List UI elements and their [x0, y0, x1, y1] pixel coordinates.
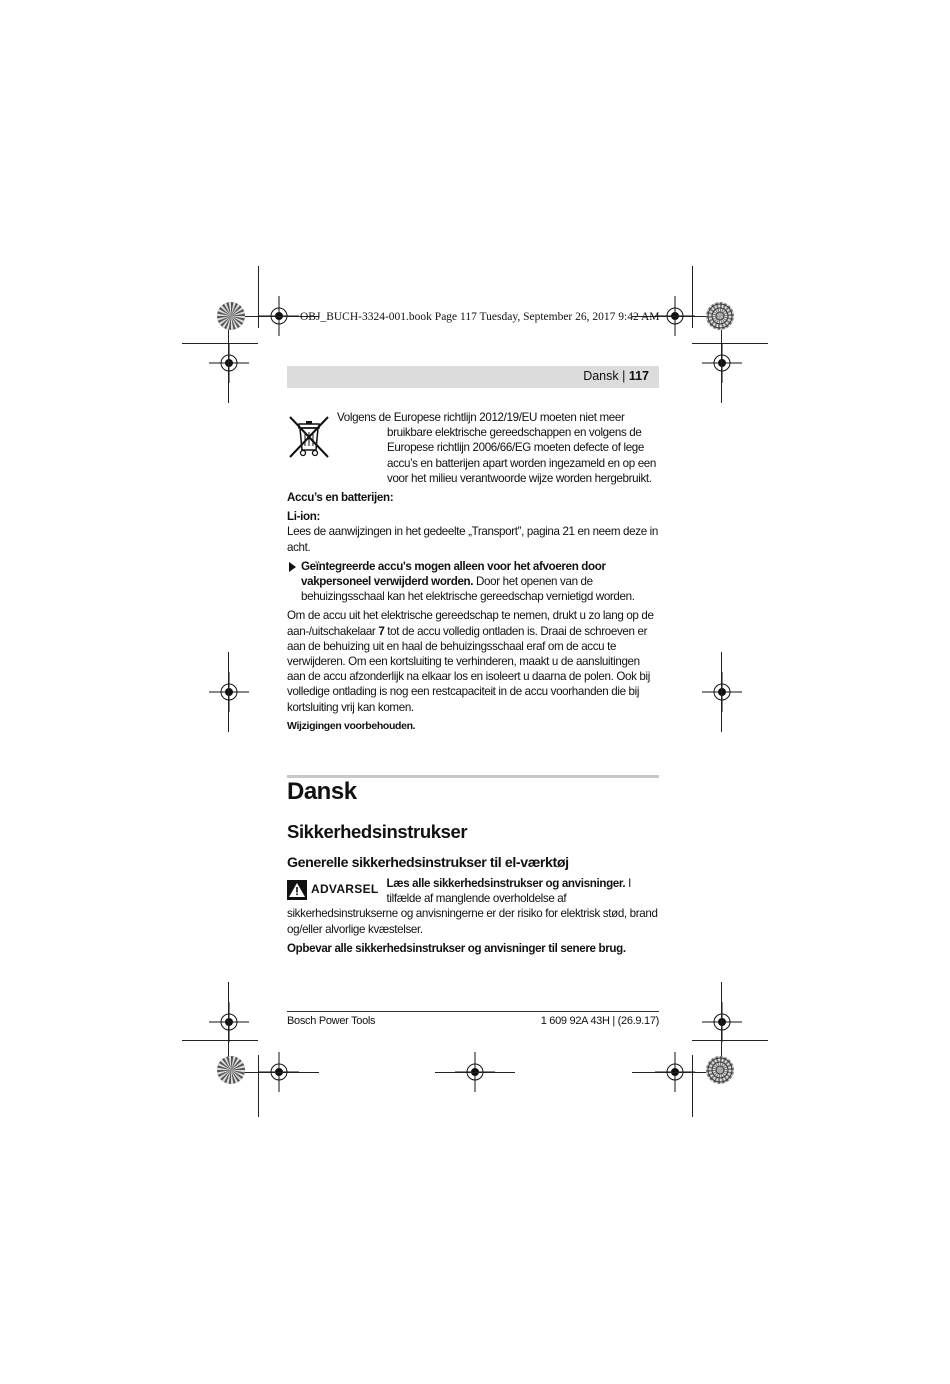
header-label: Dansk | 117 [583, 369, 649, 383]
switch-reference-number: 7 [378, 624, 385, 638]
bullet-text: Door het openen van de behuizingsschaal kan het elektrische gereedschap vernietigd worden. [301, 575, 635, 604]
color-wheel-icon [705, 301, 735, 331]
registration-mark-icon [209, 672, 249, 712]
page-header [287, 366, 659, 388]
crop-line [228, 652, 229, 732]
batteries-heading: Accu’s en batterijen: [287, 491, 394, 505]
weee-text: Volgens de Europese richtlijn 2012/19/EU moeten niet meer bruikbare elektrische gereedschappen en volgens de Europese richtlijn 2006/66/EG moeten defecte of lege accu’s en batterijen apart worden ingezameld en op een voor het milieu verantwoorde wijze worden hergebruikt. [337, 411, 656, 485]
keep-instructions: Opbevar alle sikkerhedsinstrukser og anvisninger til senere brug. [287, 941, 626, 955]
battery-removal-paragraph [287, 608, 659, 714]
crop-line [228, 982, 229, 1062]
crop-line [721, 982, 722, 1062]
crop-line [721, 323, 722, 403]
crop-line [721, 652, 722, 732]
crossed-out-wheelie-bin-icon [287, 414, 331, 460]
crop-line [435, 1072, 515, 1073]
footer-brand: Bosch Power Tools [287, 1015, 376, 1027]
color-wheel-icon [216, 301, 246, 331]
print-slug-line: OBJ_BUCH-3324-001.book Page 117 Tuesday, September 26, 2017 9:42 AM [300, 311, 660, 323]
crop-line [239, 1072, 319, 1073]
bullet-bold-text: Geïntegreerde accu's mogen alleen voor het afvoeren door vakpersoneel verwijderd worden. [301, 559, 606, 589]
warning-triangle-icon [287, 880, 307, 900]
section-title: Dansk [287, 778, 357, 805]
header-language: Dansk [583, 369, 619, 383]
warning-block [287, 876, 659, 956]
liion-text: Lees de aanwijzingen in het gedeelte „Transport”, pagina 21 en neem deze in acht. [287, 525, 658, 554]
changes-note: Wijzigingen voorbehouden. [287, 719, 416, 732]
warning-label: ADVARSEL [311, 882, 379, 897]
crop-line [228, 323, 229, 403]
footer-rule [287, 1011, 659, 1012]
warning-bullet [287, 559, 659, 605]
warning-bold-text: Læs alle sikkerhedsinstrukser og anvisninger. [386, 877, 626, 890]
crop-line [632, 1072, 712, 1073]
registration-mark-icon [702, 672, 742, 712]
liion-heading: Li-ion: [287, 510, 320, 524]
warning-text: I tilfælde af manglende overholdelse af sikkerhedsinstrukserne og anvisningerne er der risiko for elektrisk stød, brand og/eller alvorlige kvæstelser. [287, 877, 658, 936]
bullet-triangle-icon [289, 562, 296, 572]
color-wheel-icon [216, 1055, 246, 1085]
advarsel-badge [287, 880, 379, 900]
removal-text-1: Om de accu uit het elektrische gereedschap te nemen, drukt u zo lang op de aan-/uitschakelaar [287, 609, 654, 638]
registration-mark-icon [209, 1002, 249, 1042]
color-wheel-icon [705, 1055, 735, 1085]
weee-disposal-paragraph [287, 410, 659, 486]
section-subtitle: Sikkerhedsinstrukser [287, 821, 468, 842]
section-subheading: Generelle sikkerhedsinstrukser til el-værktøj [287, 855, 569, 871]
removal-text-2: tot de accu volledig ontladen is. Draai de schroeven er aan de behuizing uit en haal de behuizingsschaal eraf om de accu te verwijderen. Om een kortsluiting te verhinderen, maakt u de aansluitingen aan de accu afzonderlijk na elkaar los en isoleert u daarna de polen. Ook bij volledige ontlading is nog een restcapaciteit in de accu voorhanden die bij kortsluiting vrij kan komen. [287, 624, 650, 714]
registration-mark-icon [702, 343, 742, 383]
registration-mark-icon [702, 1002, 742, 1042]
registration-mark-icon [209, 343, 249, 383]
dutch-section [287, 410, 659, 738]
footer-doc-number: 1 609 92A 43H | (26.9.17) [540, 1015, 659, 1027]
page-number: 117 [628, 369, 649, 383]
